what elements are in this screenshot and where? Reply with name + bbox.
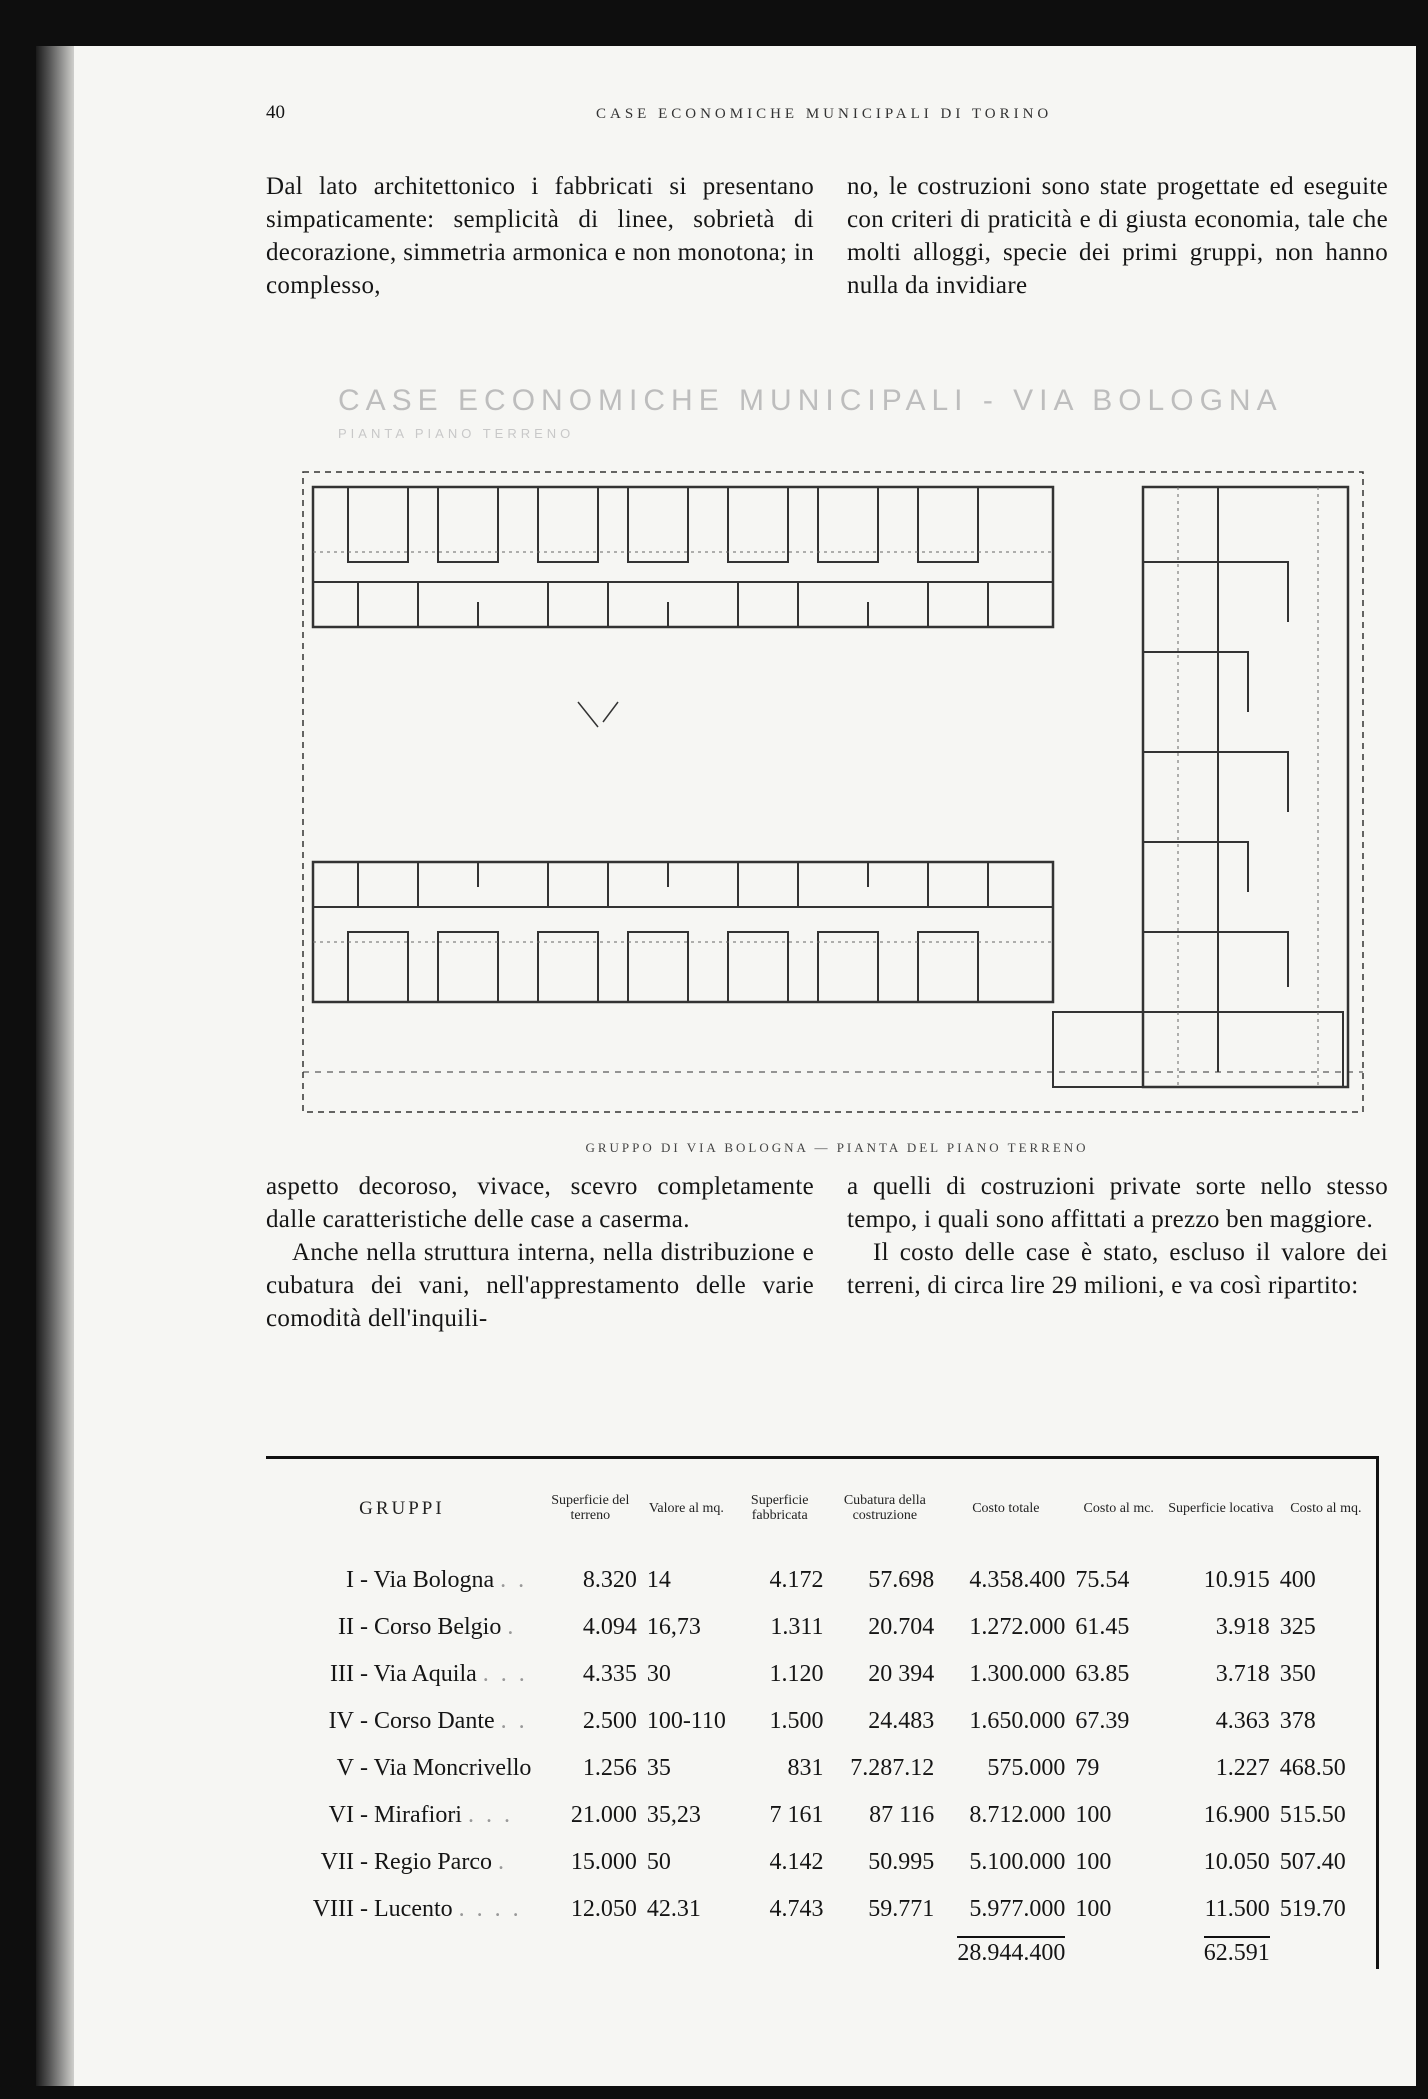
cell-sup-terreno: 2.500 (582, 1708, 637, 1734)
col-header-sup-terreno: Superficie del terreno (551, 1493, 630, 1523)
cell-costo-mc: 100 (1075, 1896, 1112, 1922)
group-name: Lucento (374, 1896, 453, 1922)
cell-sup-fabbricata: 4.142 (769, 1849, 824, 1875)
cell-costo-totale: 5.100.000 (969, 1849, 1066, 1875)
cell-costo-mq: 378 (1279, 1708, 1316, 1734)
leader-dots: . (507, 1614, 517, 1640)
cell-valore: 35 (646, 1755, 671, 1781)
cell-sup-terreno: 12.050 (570, 1896, 637, 1922)
col-header-sup-fabbricata: Superficie fabbricata (750, 1493, 809, 1523)
col-header-costo-mc: Costo al mc. (1083, 1500, 1154, 1516)
cell-costo-mc: 63.85 (1075, 1661, 1130, 1687)
text-column-3 (266, 1170, 814, 1335)
cell-sup-locativa: 1.227 (1215, 1755, 1270, 1781)
figure-caption: GRUPPO DI VIA BOLOGNA — PIANTA DEL PIANO TERRENO (585, 1140, 1089, 1155)
group-name: Mirafiori (374, 1802, 462, 1828)
group-label: IV - Corso Dante . . (266, 1698, 538, 1745)
plan-title: CASE ECONOMICHE MUNICIPALI - VIA BOLOGNA (338, 384, 1283, 417)
cell-valore: 16,73 (646, 1614, 701, 1640)
cell-costo-mc: 61.45 (1075, 1614, 1130, 1640)
paragraph: aspetto decoroso, vivace, scevro completamente dalle caratteristiche delle case a caserma. (266, 1173, 814, 1233)
text-column-4 (847, 1170, 1388, 1302)
totals-row (266, 1933, 1376, 1969)
cell-sup-fabbricata: 1.311 (770, 1614, 824, 1640)
total-costo-totale: 28.944.400 (957, 1936, 1065, 1967)
floor-plan-drawing (288, 372, 1388, 1152)
group-label: VII - Regio Parco . (266, 1839, 538, 1886)
cell-sup-terreno: 4.335 (582, 1661, 637, 1687)
group-name: Regio Parco (374, 1849, 492, 1875)
cell-costo-mc: 79 (1075, 1755, 1100, 1781)
table-row (266, 1839, 1376, 1886)
cell-sup-terreno: 21.000 (570, 1802, 637, 1828)
cell-valore: 30 (646, 1661, 671, 1687)
col-header-sup-locativa: Superficie locativa (1168, 1500, 1274, 1516)
cell-cubatura: 24.483 (868, 1708, 935, 1734)
col-header-costo-totale: Costo totale (972, 1500, 1040, 1516)
group-label: III - Via Aquila . . . (266, 1651, 538, 1698)
leader-dots: . . (500, 1708, 528, 1734)
cell-costo-mq: 507.40 (1279, 1849, 1346, 1875)
cell-sup-fabbricata: 1.120 (769, 1661, 824, 1687)
table-row (266, 1886, 1376, 1933)
cell-sup-locativa: 10.050 (1203, 1849, 1270, 1875)
group-number: I (346, 1567, 354, 1593)
group-number: VI (328, 1802, 354, 1828)
cell-cubatura: 87 116 (869, 1802, 935, 1828)
cell-costo-totale: 4.358.400 (969, 1567, 1066, 1593)
leader-dots: . . . . (458, 1896, 522, 1922)
cell-costo-mc: 100 (1075, 1802, 1112, 1828)
cell-sup-terreno: 4.094 (582, 1614, 637, 1640)
table-row (266, 1698, 1376, 1745)
table-row (266, 1604, 1376, 1651)
cell-costo-mq: 350 (1279, 1661, 1316, 1687)
leader-dots: . . . (482, 1661, 528, 1687)
cell-costo-mq: 515.50 (1279, 1802, 1346, 1828)
group-number: V (336, 1755, 354, 1781)
cell-sup-locativa: 11.500 (1204, 1896, 1270, 1922)
running-title: CASE ECONOMICHE MUNICIPALI DI TORINO (596, 106, 1053, 122)
cell-costo-totale: 575.000 (987, 1755, 1066, 1781)
cell-costo-totale: 1.300.000 (969, 1661, 1066, 1687)
page-edge-shadow (36, 46, 74, 2086)
cell-valore: 50 (646, 1849, 671, 1875)
cell-costo-totale: 1.272.000 (969, 1614, 1066, 1640)
group-number: VIII (312, 1896, 354, 1922)
cell-sup-locativa: 10.915 (1203, 1567, 1270, 1593)
cell-costo-mq: 468.50 (1279, 1755, 1346, 1781)
table-row (266, 1792, 1376, 1839)
plan-subtitle: PIANTA PIANO TERRENO (338, 426, 575, 441)
cell-cubatura: 59.771 (868, 1896, 935, 1922)
table-row (266, 1745, 1376, 1792)
cell-sup-fabbricata: 4.743 (769, 1896, 824, 1922)
cell-sup-fabbricata: 4.172 (769, 1567, 824, 1593)
group-name: Corso Dante (374, 1708, 495, 1734)
cell-cubatura: 57.698 (868, 1567, 935, 1593)
cell-costo-totale: 1.650.000 (969, 1708, 1066, 1734)
text-column-1 (266, 170, 814, 302)
cell-sup-fabbricata: 7 161 (769, 1802, 824, 1828)
cell-cubatura: 20.704 (868, 1614, 935, 1640)
cell-costo-mc: 67.39 (1075, 1708, 1130, 1734)
cost-table (266, 1456, 1379, 1969)
cell-costo-totale: 8.712.000 (969, 1802, 1066, 1828)
group-label: II - Corso Belgio . (266, 1604, 538, 1651)
page (36, 46, 1416, 2086)
table-row (266, 1557, 1376, 1604)
cell-valore: 42.31 (646, 1896, 701, 1922)
running-header (266, 102, 1356, 132)
col-header-costo-mq: Costo al mq. (1290, 1500, 1362, 1516)
cell-sup-locativa: 3.918 (1215, 1614, 1270, 1640)
cell-cubatura: 50.995 (868, 1849, 935, 1875)
cell-sup-fabbricata: 831 (787, 1755, 824, 1781)
cell-costo-mc: 100 (1075, 1849, 1112, 1875)
group-label: I - Via Bologna . . (266, 1557, 538, 1604)
group-number: IV (328, 1708, 354, 1734)
text-column-2 (847, 170, 1388, 302)
cell-sup-terreno: 1.256 (582, 1755, 637, 1781)
table-row (266, 1651, 1376, 1698)
group-name: Via Bologna (373, 1567, 495, 1593)
cell-sup-locativa: 16.900 (1203, 1802, 1270, 1828)
cell-cubatura: 7.287.12 (850, 1755, 935, 1781)
table-body (266, 1557, 1376, 1969)
cell-costo-mq: 325 (1279, 1614, 1316, 1640)
group-label: V - Via Moncrivello (266, 1745, 538, 1792)
cell-costo-mq: 519.70 (1279, 1896, 1346, 1922)
cell-costo-mq: 400 (1279, 1567, 1316, 1593)
group-number: II (338, 1614, 354, 1640)
col-header-gruppi: GRUPPI (359, 1497, 445, 1519)
leader-dots: . . (500, 1567, 528, 1593)
col-header-cubatura: Cubatura della costruzione (843, 1493, 926, 1523)
cell-sup-locativa: 4.363 (1215, 1708, 1270, 1734)
col-header-valore: Valore al mq. (648, 1500, 724, 1516)
cell-sup-terreno: 8.320 (582, 1567, 637, 1593)
table-header-row (266, 1459, 1376, 1557)
group-label: VI - Mirafiori . . . (266, 1792, 538, 1839)
cell-sup-terreno: 15.000 (570, 1849, 637, 1875)
leader-dots: . . . (467, 1802, 513, 1828)
paragraph: Dal lato architettonico i fabbricati si presentano simpaticamente: semplicità di linee, sobrietà di decorazione, simmetria armonica e non monotona; in complesso, (266, 173, 814, 299)
page-number: 40 (266, 102, 285, 123)
paragraph: no, le costruzioni sono state progettate ed eseguite con criteri di praticità e di giusta economia, tale che molti alloggi, specie dei primi gruppi, non hanno nulla da invidiare (847, 173, 1388, 299)
group-name: Via Aquila (373, 1661, 477, 1687)
group-name: Via Moncrivello (373, 1755, 532, 1781)
cell-valore: 100-110 (646, 1708, 726, 1734)
floor-plan-figure (288, 372, 1388, 1152)
cell-sup-locativa: 3.718 (1215, 1661, 1270, 1687)
group-number: III (330, 1661, 354, 1687)
group-label: VIII - Lucento . . . . (266, 1886, 538, 1933)
paragraph: Il costo delle case è stato, escluso il valore dei terreni, di circa lire 29 milioni, e va così ripartito: (847, 1239, 1388, 1299)
cell-valore: 14 (646, 1567, 671, 1593)
paragraph: Anche nella struttura interna, nella distribuzione e cubatura dei vani, nell'apprestamento delle varie comodità dell'inquili- (266, 1239, 814, 1332)
cell-costo-totale: 5.977.000 (969, 1896, 1066, 1922)
cell-valore: 35,23 (646, 1802, 701, 1828)
leader-dots: . (497, 1849, 507, 1875)
paragraph: a quelli di costruzioni private sorte nello stesso tempo, i quali sono affittati a prezzo ben maggiore. (847, 1173, 1388, 1233)
group-number: VII (320, 1849, 354, 1875)
total-sup-locativa: 62.591 (1204, 1936, 1270, 1967)
cell-cubatura: 20 394 (868, 1661, 935, 1687)
cell-sup-fabbricata: 1.500 (769, 1708, 824, 1734)
cell-costo-mc: 75.54 (1075, 1567, 1130, 1593)
group-name: Corso Belgio (374, 1614, 502, 1640)
